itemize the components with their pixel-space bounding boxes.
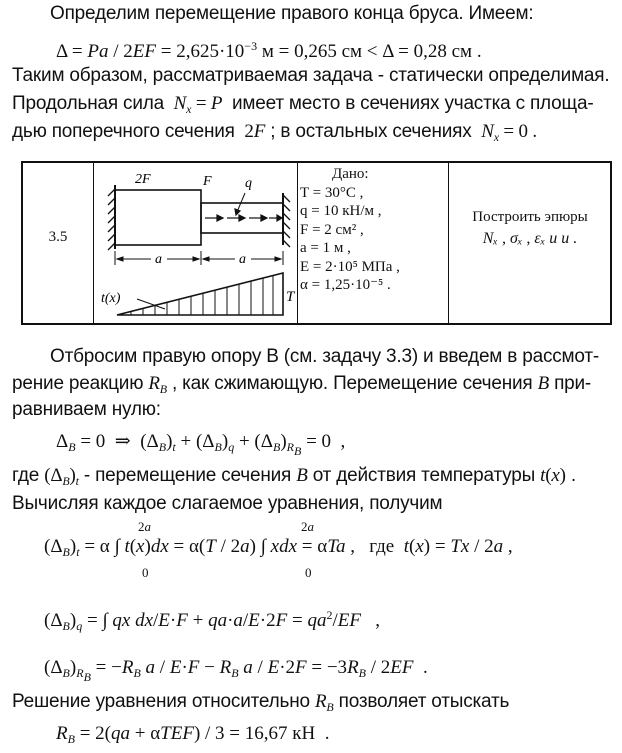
integral-limit-upper-1: 2a xyxy=(138,519,151,534)
given-title: Дано: xyxy=(332,166,369,182)
given-temperature: T = 30°C , xyxy=(300,184,364,201)
table-divider-1 xyxy=(93,163,94,323)
distributed-load-arrows xyxy=(205,193,282,221)
label-a-right: a xyxy=(239,252,246,267)
label-2f: 2F xyxy=(135,172,151,187)
intro-line-4a: дью поперечного сечения xyxy=(12,121,235,142)
problem-table xyxy=(21,161,612,325)
given-modulus: E = 2·10⁵ МПа , xyxy=(300,258,400,275)
equation-load: $(\Delta_B)_q$ = ∫ qx $dx/E\cdot F + qa\cdot a/E\cdot 2F = qa^2/EF$ , xyxy=(44,608,380,633)
task-block xyxy=(450,207,610,249)
solution-line-4: где $(\Delta_B)_t$ - перемещение сечения B от действия температуры t(x) . xyxy=(12,465,576,488)
label-t: T xyxy=(286,289,295,305)
given-length: a = 1 м , xyxy=(300,240,351,256)
label-q: q xyxy=(245,176,252,191)
equation-displacement: $\Delta = Pa / 2EF = 2,625\cdot 10^{-3}$ м = 0,265 см < Δ = 0,28 см . xyxy=(56,39,482,62)
beam-section-2f xyxy=(115,190,201,245)
intro-line-1: Определим перемещение правого конца бруса. Имеем: xyxy=(50,3,534,24)
left-wall-icon xyxy=(108,185,115,250)
given-alpha: α = 1,25·10⁻⁵ . xyxy=(300,277,391,293)
intro-line-3 xyxy=(12,93,593,120)
equation-reaction: $(\Delta_B)_{R_B} = -R_B$ $a / E\cdot F - R_B$ $a / E\cdot 2F = -3R_B / 2EF$ . xyxy=(44,657,428,684)
given-area: F = 2 см² , xyxy=(300,221,364,238)
table-divider-3 xyxy=(448,163,449,323)
intro-line-2: Таким образом, рассматриваемая задача - статически определимая. xyxy=(12,65,610,86)
integral-limit-upper-2: 2a xyxy=(301,519,314,534)
beam-figure xyxy=(95,163,296,323)
solution-line-3: равниваем нулю: xyxy=(12,399,161,420)
table-divider-2 xyxy=(297,163,298,323)
intro-line-4b: ; в остальных сечениях xyxy=(270,121,472,142)
equation-final: $R_B = 2(qa + \alpha TEF) / 3 = 16,67$ кН . xyxy=(56,723,330,746)
label-a-left: a xyxy=(155,252,162,267)
temperature-diagram xyxy=(117,273,283,315)
equation-temperature: $(\Delta_B)_t = \alpha$ ∫ t(x)dx = α(T / 2a) ∫ xdx = αTa , где t(x) = Tx / 2a , xyxy=(44,536,513,559)
equation-sum: $\Delta_B = 0$ ⇒ $(\Delta_B)_t + (\Delta_B)_q + (\Delta_B)_{R_B} = 0$ , xyxy=(56,431,346,458)
problem-number: 3.5 xyxy=(48,229,68,245)
right-wall-icon xyxy=(283,193,290,247)
solution-line-6: Решение уравнения относительно $R_B$ позволяет отыскать xyxy=(12,691,510,714)
label-f: F xyxy=(203,174,212,189)
label-tx: t(x) xyxy=(101,291,121,306)
task-quantities: Nₓ , σₓ , εₓ и u . xyxy=(482,230,578,247)
intro-line-3a: Продольная сила xyxy=(12,93,164,114)
integral-limit-lower-1: 0 xyxy=(142,565,149,580)
formula-2f: 2F xyxy=(239,121,266,142)
formula-nx-zero: $N_x = 0$ . xyxy=(481,121,537,144)
solution-line-1: Отбросим правую опору B (см. задачу 3.3) и введем в рассмот- xyxy=(50,346,600,367)
dimension-line xyxy=(115,251,283,265)
integral-limit-lower-2: 0 xyxy=(305,565,312,580)
formula-nx-eq-p: $N_x = P$ xyxy=(173,93,223,116)
given-load: q = 10 кН/м , xyxy=(300,203,382,219)
given-data-block xyxy=(300,165,448,295)
intro-line-4 xyxy=(12,121,537,148)
solution-line-2: рение реакцию $R_B$ , как сжимающую. Перемещение сечения B при- xyxy=(12,373,592,396)
intro-line-3b: имеет место в сечениях участка с площа- xyxy=(231,93,594,114)
task-title: Построить эпюры xyxy=(472,209,588,225)
solution-line-5: Вычисляя каждое слагаемое уравнения, получим xyxy=(12,493,443,514)
